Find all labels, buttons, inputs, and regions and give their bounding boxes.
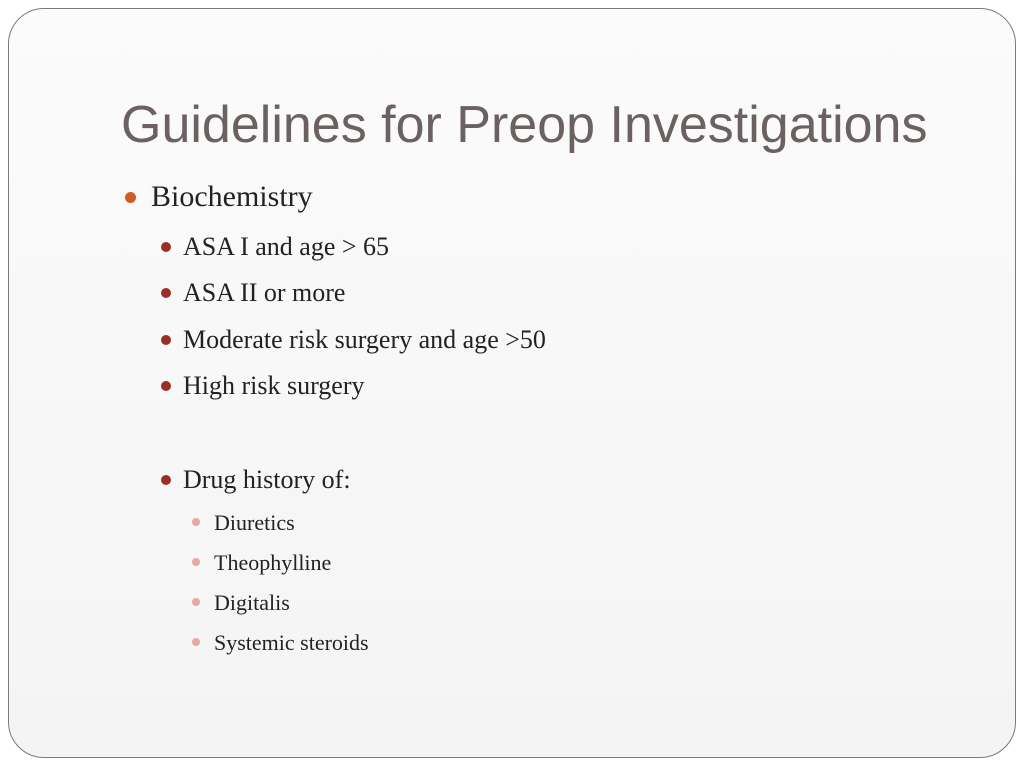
bullet-dot-icon	[161, 288, 171, 298]
bullet-text: High risk surgery	[183, 371, 365, 400]
bullet-text: ASA II or more	[183, 278, 346, 307]
bullet-text: Digitalis	[214, 590, 290, 615]
bullet-dot-icon	[192, 558, 200, 566]
bullet-item-diuretics	[214, 509, 295, 537]
bullet-dot-icon	[161, 475, 171, 485]
bullet-text: Diuretics	[214, 510, 295, 535]
bullet-text: Drug history of:	[183, 465, 351, 494]
bullet-item-asa-i	[183, 231, 389, 263]
bullet-item-biochemistry	[151, 179, 313, 215]
bullet-dot-icon	[125, 192, 136, 203]
bullet-item-high-risk	[183, 370, 365, 402]
bullet-item-drug-history	[183, 464, 351, 496]
bullet-dot-icon	[161, 335, 171, 345]
bullet-item-theophylline	[214, 549, 331, 577]
bullet-item-systemic-steroids	[214, 629, 369, 657]
bullet-text: Moderate risk surgery and age >50	[183, 325, 546, 354]
bullet-dot-icon	[161, 381, 171, 391]
bullet-dot-icon	[192, 638, 200, 646]
bullet-item-moderate-risk	[183, 324, 546, 356]
bullet-text: Biochemistry	[151, 180, 313, 213]
bullet-dot-icon	[192, 598, 200, 606]
slide-title: Guidelines for Preop Investigations	[121, 96, 928, 154]
bullet-dot-icon	[161, 242, 171, 252]
bullet-text: Theophylline	[214, 550, 332, 575]
bullet-item-asa-ii	[183, 277, 345, 309]
bullet-text: Systemic steroids	[214, 630, 369, 655]
bullet-item-digitalis	[214, 589, 290, 617]
bullet-text: ASA I and age > 65	[183, 232, 390, 261]
bullet-dot-icon	[192, 518, 200, 526]
slide	[8, 8, 1016, 758]
